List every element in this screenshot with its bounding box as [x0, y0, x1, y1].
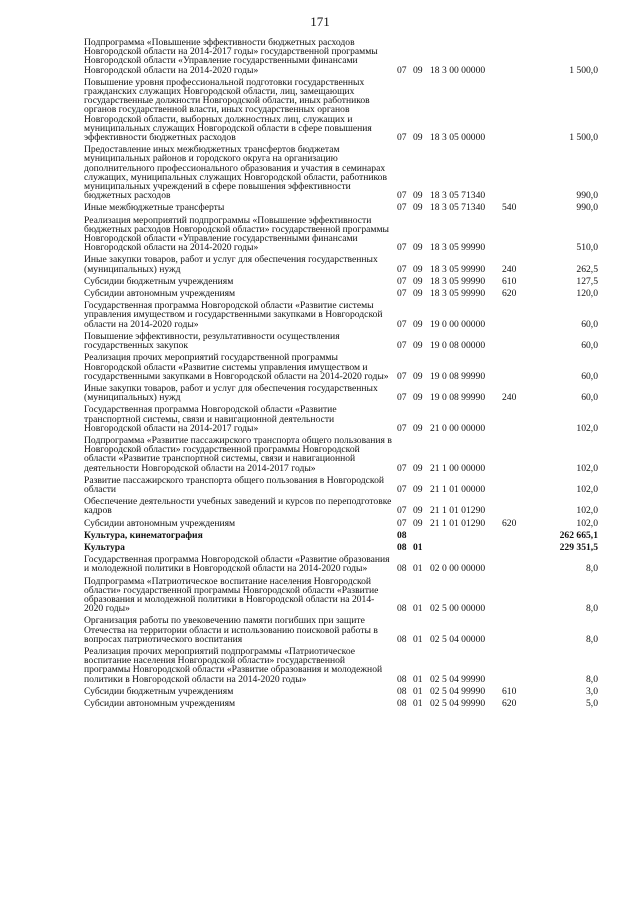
row-name-text: Реализация мероприятий подпрограммы «Повышение эффективности бюджетных расходов Новгородской области» государственной программы Новгородской области «Управление государственными финансами Новгородской области на 2014-2020 годы» — [84, 214, 389, 254]
row-target-code: 19 0 08 99990 — [430, 370, 486, 382]
row-subsection-code: 09 — [413, 64, 423, 76]
row-name — [84, 577, 397, 617]
row-expense-type-code — [502, 145, 530, 203]
row-name — [84, 647, 397, 687]
row-name-text: Подпрограмма «Развитие пассажирского транспорта общего пользования в Новгородской области» государственной программы Новгородской области «Развитие транспортной системы, связи и навигационной деятельности Новгородской области на 2014-2017 годы» — [84, 434, 392, 474]
row-name — [84, 616, 397, 647]
row-name-text: Повышение уровня профессиональной подготовки государственных гражданских служащих Новгородской области, лиц, замещающих государственные должности Новгородской области, иных работников органов государственной власти, иных государственных органов Новгородской области, выборных должностных лиц, служащих и муниципальных служащих Новгородской области в сфере повышения эффективности бюджетных расходов — [84, 76, 372, 144]
row-name — [84, 519, 397, 531]
row-section-code: 07 — [397, 340, 407, 352]
row-target-code: 18 3 05 99990 — [430, 288, 486, 300]
row-name — [84, 145, 397, 203]
row-amount: 262,5 — [576, 263, 598, 275]
row-subsection-code: 09 — [413, 202, 423, 214]
row-section-code: 07 — [397, 392, 407, 404]
row-amount: 60,0 — [581, 318, 598, 330]
row-subsection-code: 09 — [413, 483, 423, 495]
row-name-text: Субсидии автономным учреждениям — [84, 698, 236, 709]
row-expense-type-code — [502, 577, 530, 617]
row-expense-type-code: 620 — [502, 517, 517, 529]
row-name-text: Развитие пассажирского транспорта общего пользования в Новгородской области — [84, 474, 385, 495]
row-name — [84, 699, 397, 711]
row-name — [84, 38, 397, 78]
row-subsection-code: 09 — [413, 340, 423, 352]
row-name-text: Иные закупки товаров, работ и услуг для обеспечения государственных (муниципальных) нужд — [84, 254, 378, 275]
row-expense-type-code: 240 — [502, 263, 517, 275]
row-section-code: 08 — [397, 685, 407, 697]
row-amount: 8,0 — [586, 563, 598, 575]
row-expense-type-code — [502, 616, 530, 647]
table-row — [84, 78, 598, 145]
row-amount: 60,0 — [581, 392, 598, 404]
row-target-code: 02 5 04 99990 — [430, 673, 486, 685]
row-expense-type-code — [502, 436, 530, 476]
row-section-code: 07 — [397, 202, 407, 214]
table-row — [84, 699, 598, 711]
row-expense-type-code — [502, 38, 530, 78]
row-target-code: 02 5 04 99990 — [430, 685, 486, 697]
row-expense-type-code: 620 — [502, 288, 517, 300]
row-target-code: 18 3 05 99990 — [430, 263, 486, 275]
row-subsection-code: 09 — [413, 190, 423, 202]
row-target-code: 18 3 05 71340 — [430, 202, 486, 214]
row-subsection-code: 09 — [413, 318, 423, 330]
row-section-code: 07 — [397, 422, 407, 434]
row-section-code: 08 — [397, 633, 407, 645]
row-amount: 8,0 — [586, 633, 598, 645]
row-name-text: Субсидии бюджетным учреждениям — [84, 685, 234, 697]
row-target-code: 02 5 00 00000 — [430, 603, 486, 615]
table-row — [84, 647, 598, 687]
row-target-code — [430, 531, 502, 543]
row-name-text: Иные межбюджетные трансферты — [84, 202, 225, 214]
row-amount: 120,0 — [576, 288, 598, 300]
row-expense-type-code — [502, 476, 530, 497]
row-section-code: 08 — [397, 529, 407, 541]
row-subsection-code: 01 — [413, 685, 423, 697]
row-name-text: Государственная программа Новгородской области «Развитие образования и молодежной политики в Новгородской области на 2014-2020 годы» — [84, 554, 390, 575]
row-amount: 990,0 — [576, 202, 598, 214]
row-amount: 1 500,0 — [569, 64, 598, 76]
row-name-text: Реализация прочих мероприятий государственной программы Новгородской области «Развитие системы управления имуществом и государственными закупками в Новгородской области на 2014-2020 годы» — [84, 352, 389, 382]
table-row — [84, 476, 598, 497]
row-section-code: 08 — [397, 603, 407, 615]
row-amount: 990,0 — [576, 190, 598, 202]
row-name — [84, 476, 397, 497]
row-section-code: 08 — [397, 541, 407, 553]
row-expense-type-code: 610 — [502, 275, 517, 287]
row-subsection-code: 09 — [413, 370, 423, 382]
row-expense-type-code: 540 — [502, 202, 517, 214]
row-expense-type-code — [502, 531, 530, 543]
row-section-code: 08 — [397, 698, 407, 709]
row-expense-type-code — [502, 405, 530, 436]
row-section-code: 07 — [397, 462, 407, 474]
row-section-code: 07 — [397, 132, 407, 144]
row-target-code: 18 3 05 99990 — [430, 275, 486, 287]
row-name-text: Государственная программа Новгородской области «Развитие транспортной системы, связи и навигационной деятельности Новгородской области на 2014-2017 годы» — [84, 404, 337, 434]
table-row — [84, 577, 598, 617]
row-name-text: Подпрограмма «Патриотическое воспитание населения Новгородской области» государственной программы Новгородской области «Развитие образования и молодежной политики в Новгородской области на 2014-2020 годы» — [84, 575, 379, 615]
row-name-text: Обеспечение деятельности учебных заведений и курсов по переподготовке кадров — [84, 496, 392, 517]
row-name — [84, 531, 397, 543]
row-amount: 60,0 — [581, 340, 598, 352]
row-amount: 102,0 — [576, 462, 598, 474]
table-row — [84, 145, 598, 203]
row-amount: 5,0 — [586, 698, 598, 709]
row-amount: 8,0 — [586, 673, 598, 685]
row-target-code: 21 1 01 01290 — [430, 517, 486, 529]
row-expense-type-code — [502, 647, 530, 687]
row-target-code: 02 0 00 00000 — [430, 563, 486, 575]
row-name-text: Реализация прочих мероприятий подпрограммы «Патриотическое воспитание населения Новгородской области» государственной программы Новгородской области «Развитие образования и молодежной политики в Новгородской области на 2014-2020 годы» — [84, 645, 383, 685]
table-row — [84, 436, 598, 476]
table-row — [84, 616, 598, 647]
table-row — [84, 384, 598, 405]
row-subsection-code: 09 — [413, 505, 423, 517]
row-expense-type-code — [502, 497, 530, 518]
page-number: 171 — [310, 14, 330, 29]
row-name-text: Субсидии автономным учреждениям — [84, 288, 236, 300]
row-name — [84, 332, 397, 353]
row-target-code: 21 1 01 01290 — [430, 505, 486, 517]
row-name-text: Иные закупки товаров, работ и услуг для обеспечения государственных (муниципальных) нужд — [84, 382, 378, 404]
row-expense-type-code — [502, 353, 530, 384]
row-target-code: 21 0 00 00000 — [430, 422, 486, 434]
row-name-text: Повышение эффективности, результативности осуществления государственных закупок — [84, 330, 340, 352]
row-amount: 229 351,5 — [559, 541, 598, 553]
row-name-text: Государственная программа Новгородской области «Развитие системы управления имуществом и государственными закупками в Новгородской области на 2014-2020 годы» — [84, 300, 383, 330]
row-target-code: 19 0 08 99990 — [430, 392, 486, 404]
table-row — [84, 353, 598, 384]
row-expense-type-code — [502, 332, 530, 353]
row-subsection-code: 01 — [413, 673, 423, 685]
row-name — [84, 555, 397, 576]
row-target-code: 18 3 05 00000 — [430, 132, 486, 144]
row-subsection-code: 09 — [413, 242, 423, 254]
row-section-code: 07 — [397, 263, 407, 275]
row-name-text: Подпрограмма «Повышение эффективности бюджетных расходов Новгородской области на 2014-2017 годы» государственной программы Новгородской области «Управление государственными финансами Новгородской области на 2014-2020 годы» — [84, 37, 378, 76]
table-row — [84, 38, 598, 78]
table-row — [84, 497, 598, 518]
row-section-code: 07 — [397, 370, 407, 382]
row-expense-type-code — [502, 78, 530, 145]
row-amount: 102,0 — [576, 483, 598, 495]
row-target-code: 02 5 04 99990 — [430, 698, 486, 709]
row-target-code: 19 0 08 00000 — [430, 340, 486, 352]
row-subsection-code: 09 — [413, 462, 423, 474]
row-subsection-code: 09 — [413, 263, 423, 275]
row-section-code: 07 — [397, 483, 407, 495]
row-name-text: Субсидии бюджетным учреждениям — [84, 275, 234, 287]
row-name — [84, 436, 397, 476]
row-name — [84, 497, 397, 518]
row-section-code: 07 — [397, 288, 407, 300]
row-name — [84, 384, 397, 405]
table-row — [84, 203, 598, 215]
row-section-code: 08 — [397, 673, 407, 685]
row-subsection-code: 01 — [413, 563, 423, 575]
row-subsection-code: 09 — [413, 422, 423, 434]
row-expense-type-code — [502, 555, 530, 576]
row-amount: 102,0 — [576, 517, 598, 529]
row-name-text: Предоставление иных межбюджетных трансфертов бюджетам муниципальных районов и городского округа на организацию дополнительного профессионального образования и участия в семинарах служащих, муниципальных служащих Новгородской области, работников муниципальных учреждений в сфере повышения эффективности бюджетных расходов — [84, 144, 387, 202]
row-subsection-code: 01 — [413, 541, 423, 553]
table-row — [84, 405, 598, 436]
budget-table — [84, 38, 598, 711]
table-row — [84, 301, 598, 332]
row-amount: 1 500,0 — [569, 132, 598, 144]
row-name — [84, 353, 397, 384]
row-name-text: Культура — [84, 541, 125, 553]
row-section-code: 07 — [397, 275, 407, 287]
row-name — [84, 78, 397, 145]
row-target-code: 19 0 00 00000 — [430, 318, 486, 330]
row-amount: 3,0 — [586, 685, 598, 697]
row-amount: 510,0 — [576, 242, 598, 254]
row-subsection-code: 09 — [413, 517, 423, 529]
row-subsection-code: 01 — [413, 603, 423, 615]
row-expense-type-code: 240 — [502, 392, 517, 404]
table-row — [84, 531, 598, 543]
row-target-code: 18 3 00 00000 — [430, 64, 486, 76]
table-row — [84, 555, 598, 576]
table-row — [84, 255, 598, 276]
row-amount: 102,0 — [576, 505, 598, 517]
row-subsection-code: 09 — [413, 275, 423, 287]
row-name-text: Субсидии автономным учреждениям — [84, 517, 236, 529]
row-subsection-code: 01 — [413, 698, 423, 709]
row-expense-type-code: 620 — [502, 698, 517, 709]
row-name-text: Культура, кинематография — [84, 529, 203, 541]
row-name — [84, 216, 397, 256]
row-name — [84, 203, 397, 215]
row-section-code: 07 — [397, 318, 407, 330]
row-amount: 8,0 — [586, 603, 598, 615]
row-section-code: 07 — [397, 517, 407, 529]
row-expense-type-code — [502, 301, 530, 332]
row-name-text: Организация работы по увековечению памяти погибших при защите Отечества на территории области и использованию поисковой работы в вопросах патриотического воспитания — [84, 615, 378, 645]
row-target-code: 21 1 01 00000 — [430, 483, 486, 495]
table-row — [84, 216, 598, 256]
row-section-code: 07 — [397, 190, 407, 202]
row-amount: 262 665,1 — [559, 529, 598, 541]
row-subsection-code: 09 — [413, 132, 423, 144]
row-target-code: 18 3 05 71340 — [430, 190, 486, 202]
row-section-code: 07 — [397, 242, 407, 254]
row-subsection-code: 01 — [413, 633, 423, 645]
row-expense-type-code — [502, 543, 530, 555]
row-name — [84, 301, 397, 332]
row-section-code: 07 — [397, 64, 407, 76]
row-section-code: 07 — [397, 505, 407, 517]
row-name — [84, 405, 397, 436]
row-amount: 127,5 — [576, 275, 598, 287]
row-subsection-code: 09 — [413, 392, 423, 404]
row-expense-type-code — [502, 216, 530, 256]
row-amount: 102,0 — [576, 422, 598, 434]
table-row — [84, 332, 598, 353]
row-target-code: 21 1 00 00000 — [430, 462, 486, 474]
table-row — [84, 519, 598, 531]
row-name — [84, 255, 397, 276]
row-subsection-code: 09 — [413, 288, 423, 300]
row-section-code: 08 — [397, 563, 407, 575]
row-amount: 60,0 — [581, 370, 598, 382]
row-target-code: 02 5 04 00000 — [430, 633, 486, 645]
row-target-code: 18 3 05 99990 — [430, 242, 486, 254]
row-expense-type-code: 610 — [502, 685, 517, 697]
row-target-code — [430, 543, 502, 555]
